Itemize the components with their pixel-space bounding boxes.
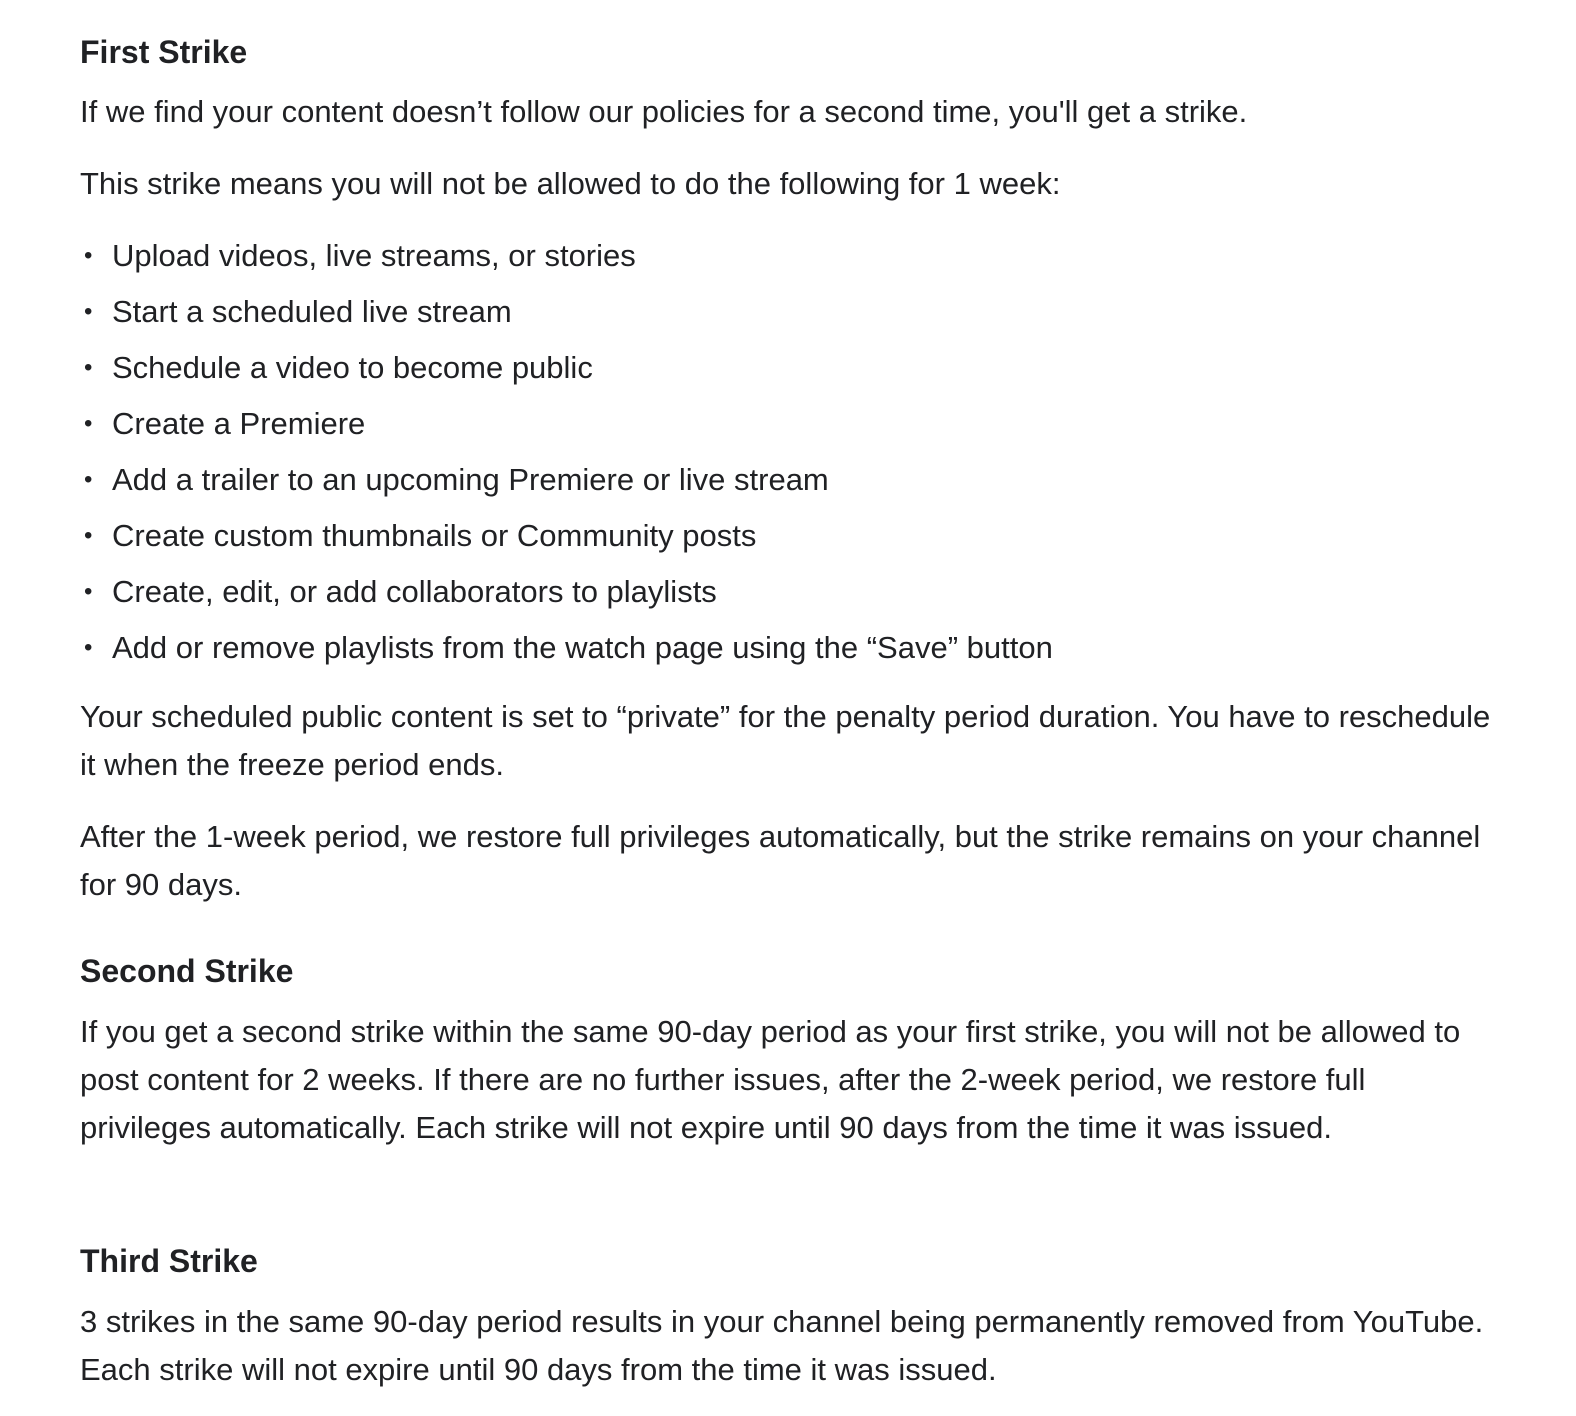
list-item: • Add a trailer to an upcoming Premiere or live stream — [80, 452, 1053, 508]
first-strike-intro: If we find your content doesn’t follow our policies for a second time, you'll get a strike. — [80, 94, 1248, 129]
list-item: • Create, edit, or add collaborators to playlists — [80, 564, 1053, 620]
third-strike-heading: Third Strike — [80, 1243, 258, 1279]
first-strike-restore-note: After the 1-week period, we restore full privileges automatically, but the strike remains on your channel for 90 days. — [80, 819, 1481, 902]
list-item: • Schedule a video to become public — [80, 340, 1053, 396]
list-item: • Upload videos, live streams, or stories — [80, 228, 1053, 284]
first-strike-restrictions-list — [80, 228, 1053, 676]
scheduled-content-note: Your scheduled public content is set to “private” for the penalty period duration. You have to reschedule it when the freeze period ends. — [80, 699, 1491, 782]
second-strike-paragraph: If you get a second strike within the same 90-day period as your first strike, you will not be allowed to post content for 2 weeks. If there are no further issues, after the 2-week period, we restore full privileges automatically. Each strike will not expire until 90 days from the time it was issued. — [80, 1014, 1461, 1145]
list-item: • Start a scheduled live stream — [80, 284, 1053, 340]
first-strike-heading: First Strike — [80, 34, 248, 70]
list-item: • Add or remove playlists from the watch page using the “Save” button — [80, 620, 1053, 676]
list-item: • Create a Premiere — [80, 396, 1053, 452]
first-strike-restrictions-intro: This strike means you will not be allowed to do the following for 1 week: — [80, 166, 1061, 201]
third-strike-paragraph: 3 strikes in the same 90-day period results in your channel being permanently removed from YouTube. Each strike will not expire until 90 days from the time it was issued. — [80, 1304, 1484, 1387]
second-strike-heading: Second Strike — [80, 953, 294, 989]
list-item: • Create custom thumbnails or Community posts — [80, 508, 1053, 564]
